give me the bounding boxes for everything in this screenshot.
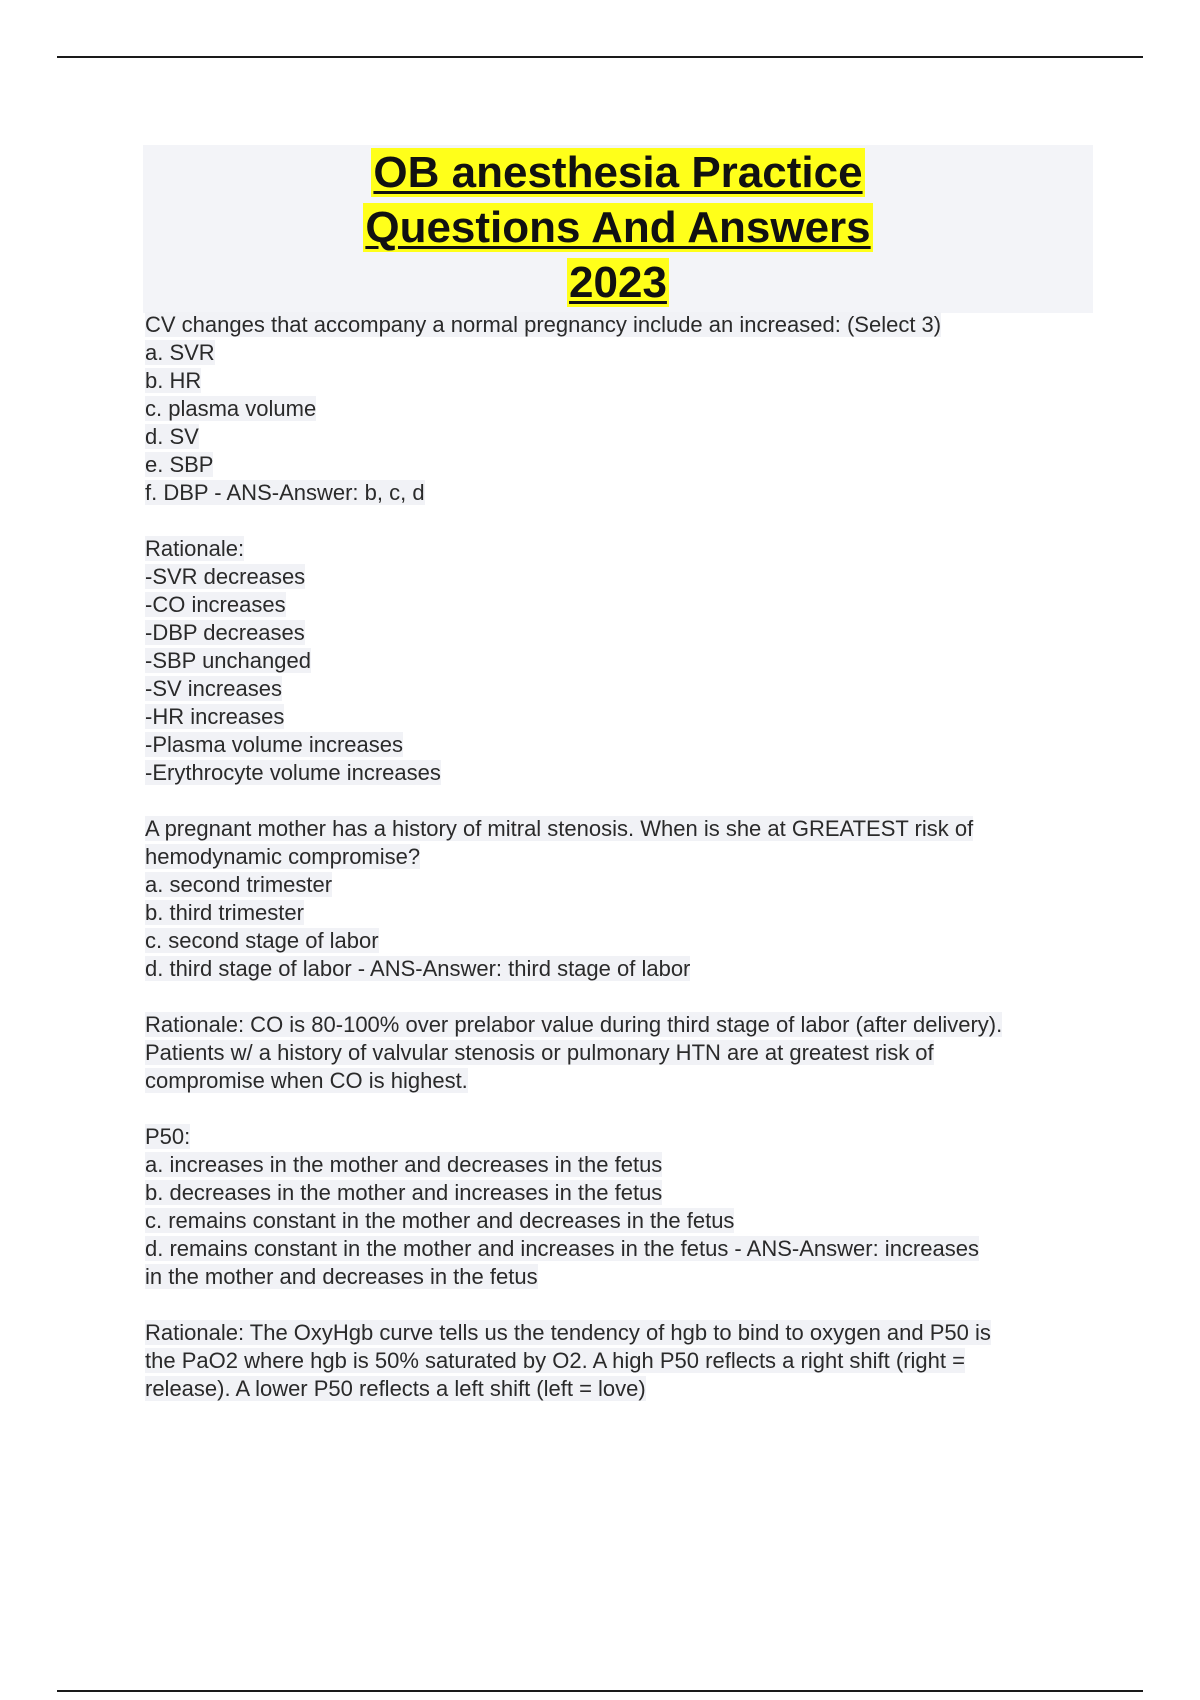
answer-option: a. SVR	[145, 340, 215, 365]
question-block-3	[145, 1123, 1095, 1291]
answer-option: c. remains constant in the mother and decreases in the fetus	[145, 1208, 735, 1233]
answer-option: b. HR	[145, 368, 202, 393]
paragraph-gap	[145, 507, 1095, 535]
document-body	[145, 311, 1095, 1403]
rationale-item: -HR increases	[145, 704, 285, 729]
question-text: P50:	[145, 1124, 191, 1149]
rationale-item: -Plasma volume increases	[145, 732, 403, 757]
title-line-2: Questions And Answers	[365, 203, 871, 252]
answer-option: e. SBP	[145, 452, 214, 477]
rationale-item: -SVR decreases	[145, 564, 306, 589]
rationale-text: the PaO2 where hgb is 50% saturated by O2. A high P50 reflects a right shift (right =	[145, 1348, 965, 1373]
rationale-item: -SBP unchanged	[145, 648, 311, 673]
answer-option: b. third trimester	[145, 900, 304, 925]
rationale-block-2	[145, 1011, 1095, 1095]
answer-option: c. plasma volume	[145, 396, 317, 421]
rationale-item: -Erythrocyte volume increases	[145, 760, 441, 785]
document-title	[143, 145, 1093, 313]
answer-option: c. second stage of labor	[145, 928, 379, 953]
rationale-item: -CO increases	[145, 592, 286, 617]
rationale-text: Patients w/ a history of valvular stenosis or pulmonary HTN are at greatest risk of	[145, 1040, 934, 1065]
rationale-heading: Rationale:	[145, 536, 245, 561]
paragraph-gap	[145, 787, 1095, 815]
answer-option: d. SV	[145, 424, 199, 449]
answer-option: a. second trimester	[145, 872, 333, 897]
title-line-3: 2023	[569, 258, 667, 307]
question-text: hemodynamic compromise?	[145, 844, 421, 869]
title-line-1: OB anesthesia Practice	[373, 148, 863, 197]
rationale-block-1	[145, 535, 1095, 787]
paragraph-gap	[145, 983, 1095, 1011]
top-rule	[57, 56, 1143, 58]
answer-option-with-answer: f. DBP - ANS-Answer: b, c, d	[145, 480, 425, 505]
rationale-text: compromise when CO is highest.	[145, 1068, 468, 1093]
question-block-1	[145, 311, 1095, 507]
rationale-text: Rationale: CO is 80-100% over prelabor value during third stage of labor (after delivery).	[145, 1012, 1003, 1037]
paragraph-gap	[145, 1291, 1095, 1319]
rationale-item: -SV increases	[145, 676, 282, 701]
answer-continuation: in the mother and decreases in the fetus	[145, 1264, 538, 1289]
paragraph-gap	[145, 1095, 1095, 1123]
rationale-item: -DBP decreases	[145, 620, 305, 645]
answer-option: b. decreases in the mother and increases in the fetus	[145, 1180, 663, 1205]
bottom-rule	[57, 1690, 1143, 1692]
rationale-text: Rationale: The OxyHgb curve tells us the tendency of hgb to bind to oxygen and P50 is	[145, 1320, 991, 1345]
question-text: CV changes that accompany a normal pregnancy include an increased: (Select 3)	[145, 312, 942, 337]
question-block-2	[145, 815, 1095, 983]
answer-option-with-answer: d. remains constant in the mother and increases in the fetus - ANS-Answer: increases	[145, 1236, 979, 1261]
rationale-text: release). A lower P50 reflects a left shift (left = love)	[145, 1376, 646, 1401]
question-text: A pregnant mother has a history of mitral stenosis. When is she at GREATEST risk of	[145, 816, 974, 841]
rationale-block-3	[145, 1319, 1095, 1403]
answer-option: a. increases in the mother and decreases in the fetus	[145, 1152, 663, 1177]
answer-option-with-answer: d. third stage of labor - ANS-Answer: third stage of labor	[145, 956, 691, 981]
